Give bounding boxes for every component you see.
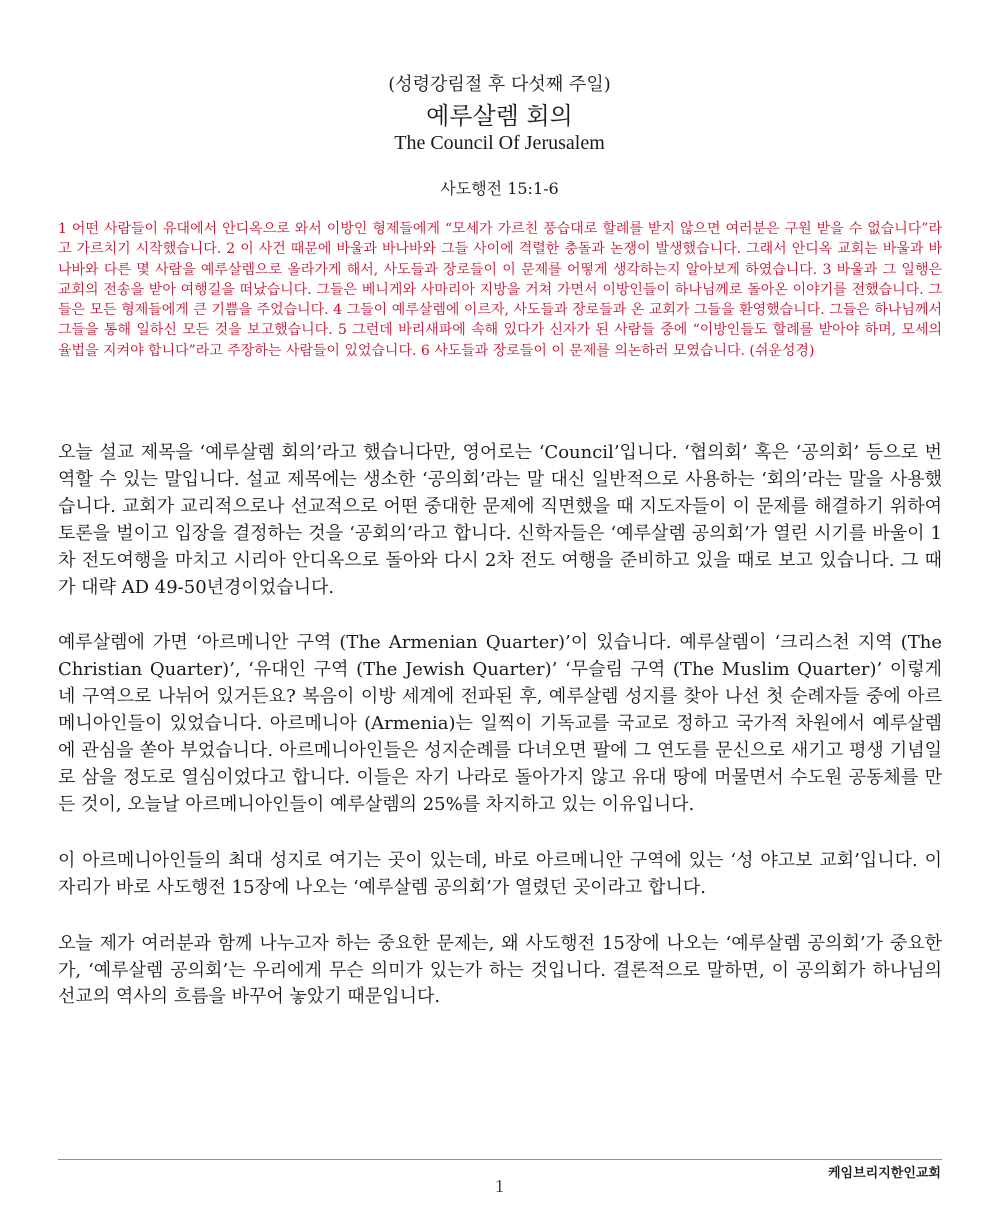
scripture-reference: 사도행전 15:1-6: [440, 179, 559, 198]
sermon-paragraph: 오늘 제가 여러분과 함께 나누고자 하는 중요한 문제는, 왜 사도행전 15장에 나오는 ‘예루살렘 공의회’가 중요한가, ‘예루살렘 공의회’는 우리에게 무슨 의미가 있는가 하는 것입니다. 결론적으로 말하면, 이 공의회가 하나님의 선교의 역사의 흐름을 바꾸어 놓았기 때문입니다.: [58, 932, 942, 1008]
sermon-paragraph: 이 아르메니아인들의 최대 성지로 여기는 곳이 있는데, 바로 아르메니안 구역에 있는 ‘성 야고보 교회’입니다. 이 자리가 바로 사도행전 15장에 나오는 ‘예루살렘 공의회’가 열렸던 곳이라고 합니다.: [58, 849, 942, 898]
sermon-body: [58, 440, 942, 1040]
page-number: 1: [495, 1176, 504, 1196]
scripture-passage: 1 어떤 사람들이 유대에서 안디옥으로 와서 이방인 형제들에게 “모세가 가르친 풍습대로 할례를 받지 않으면 여러분은 구원 받을 수 없습니다”라고 가르치기 시작했습니다. 2 이 사건 때문에 바울과 바나바와 그들 사이에 격렬한 충돌과 논쟁이 발생했습니다. 그래서 안디옥 교회는 바울과 바나바와 다른 몇 사람을 예루살렘으로 올라가게 해서, 사도들과 장로들이 이 문제를 어떻게 생각하는지 알아보게 하였습니다. 3 바울과 그 일행은 교회의 전송을 받아 여행길을 떠났습니다. 그들은 베니게와 사마리아 지방을 거쳐 가면서 이방인들이 하나님께로 돌아온 이야기를 전했습니다. 그들은 모든 형제들에게 큰 기쁨을 주었습니다. 4 그들이 예루살렘에 이르자, 사도들과 장로들과 온 교회가 그들을 환영했습니다. 그들은 하나님께서 그들을 통해 일하신 모든 것을 보고했습니다. 5 그런데 바리새파에 속해 있다가 신자가 된 사람들 중에 “이방인들도 할례를 받아야 하며, 모세의 율법을 지켜야 합니다”라고 주장하는 사람들이 있었습니다. 6 사도들과 장로들이 이 문제를 의논하러 모였습니다. (쉬운성경): [58, 221, 942, 359]
sermon-paragraph: 오늘 설교 제목을 ‘예루살렘 회의’라고 했습니다만, 영어로는 ‘Council’입니다. ‘협의회’ 혹은 ‘공의회’ 등으로 번역할 수 있는 말입니다. 설교 제목에는 생소한 ‘공의회’라는 말 대신 일반적으로 사용하는 ‘회의’라는 말을 사용했습니다. 교회가 교리적으로나 선교적으로 어떤 중대한 문제에 직면했을 때 지도자들이 이 문제를 해결하기 위하여 토론을 벌이고 입장을 결정하는 것을 ‘공회의’라고 합니다. 신학자들은 ‘예루살렘 공의회’가 열린 시기를 바울이 1차 전도여행을 마치고 시리아 안디옥으로 돌아와 다시 2차 전도 여행을 준비하고 있을 때로 보고 있습니다. 그 때가 대략 AD 49-50년경이었습니다.: [58, 442, 942, 598]
sermon-title-korean: 예루살렘 회의: [426, 102, 573, 130]
sermon-paragraph: 예루살렘에 가면 ‘아르메니안 구역 (The Armenian Quarter)’이 있습니다. 예루살렘이 ‘크리스천 지역 (The Christian Quarter)’, ‘유대인 구역 (The Jewish Quarter)’ ‘무슬림 구역 (The Muslim Quarter)’ 이렇게 네 구역으로 나뉘어 있거든요? 복음이 이방 세계에 전파된 후, 예루살렘 성지를 찾아 나선 첫 순례자들 중에 아르메니아인들이 있었습니다. 아르메니아 (Armenia)는 일찍이 기독교를 국교로 정하고 국가적 차원에서 예루살렘에 관심을 쏟아 부었습니다. 아르메니아인들은 성지순례를 다녀오면 팔에 그 연도를 문신으로 새기고 평생 기념일로 삼을 정도로 열심이었다고 합니다. 이들은 자기 나라로 돌아가지 않고 유대 땅에 머물면서 수도원 공동체를 만든 것이, 오늘날 아르메니아인들이 예루살렘의 25%를 차지하고 있는 이유입니다.: [58, 632, 942, 815]
sermon-occasion: (성령강림절 후 다섯째 주일): [388, 74, 611, 95]
footer-divider: [58, 1159, 942, 1160]
church-name: 케임브리지한인교회: [827, 1166, 941, 1181]
sermon-title-english: The Council Of Jerusalem: [394, 132, 605, 154]
